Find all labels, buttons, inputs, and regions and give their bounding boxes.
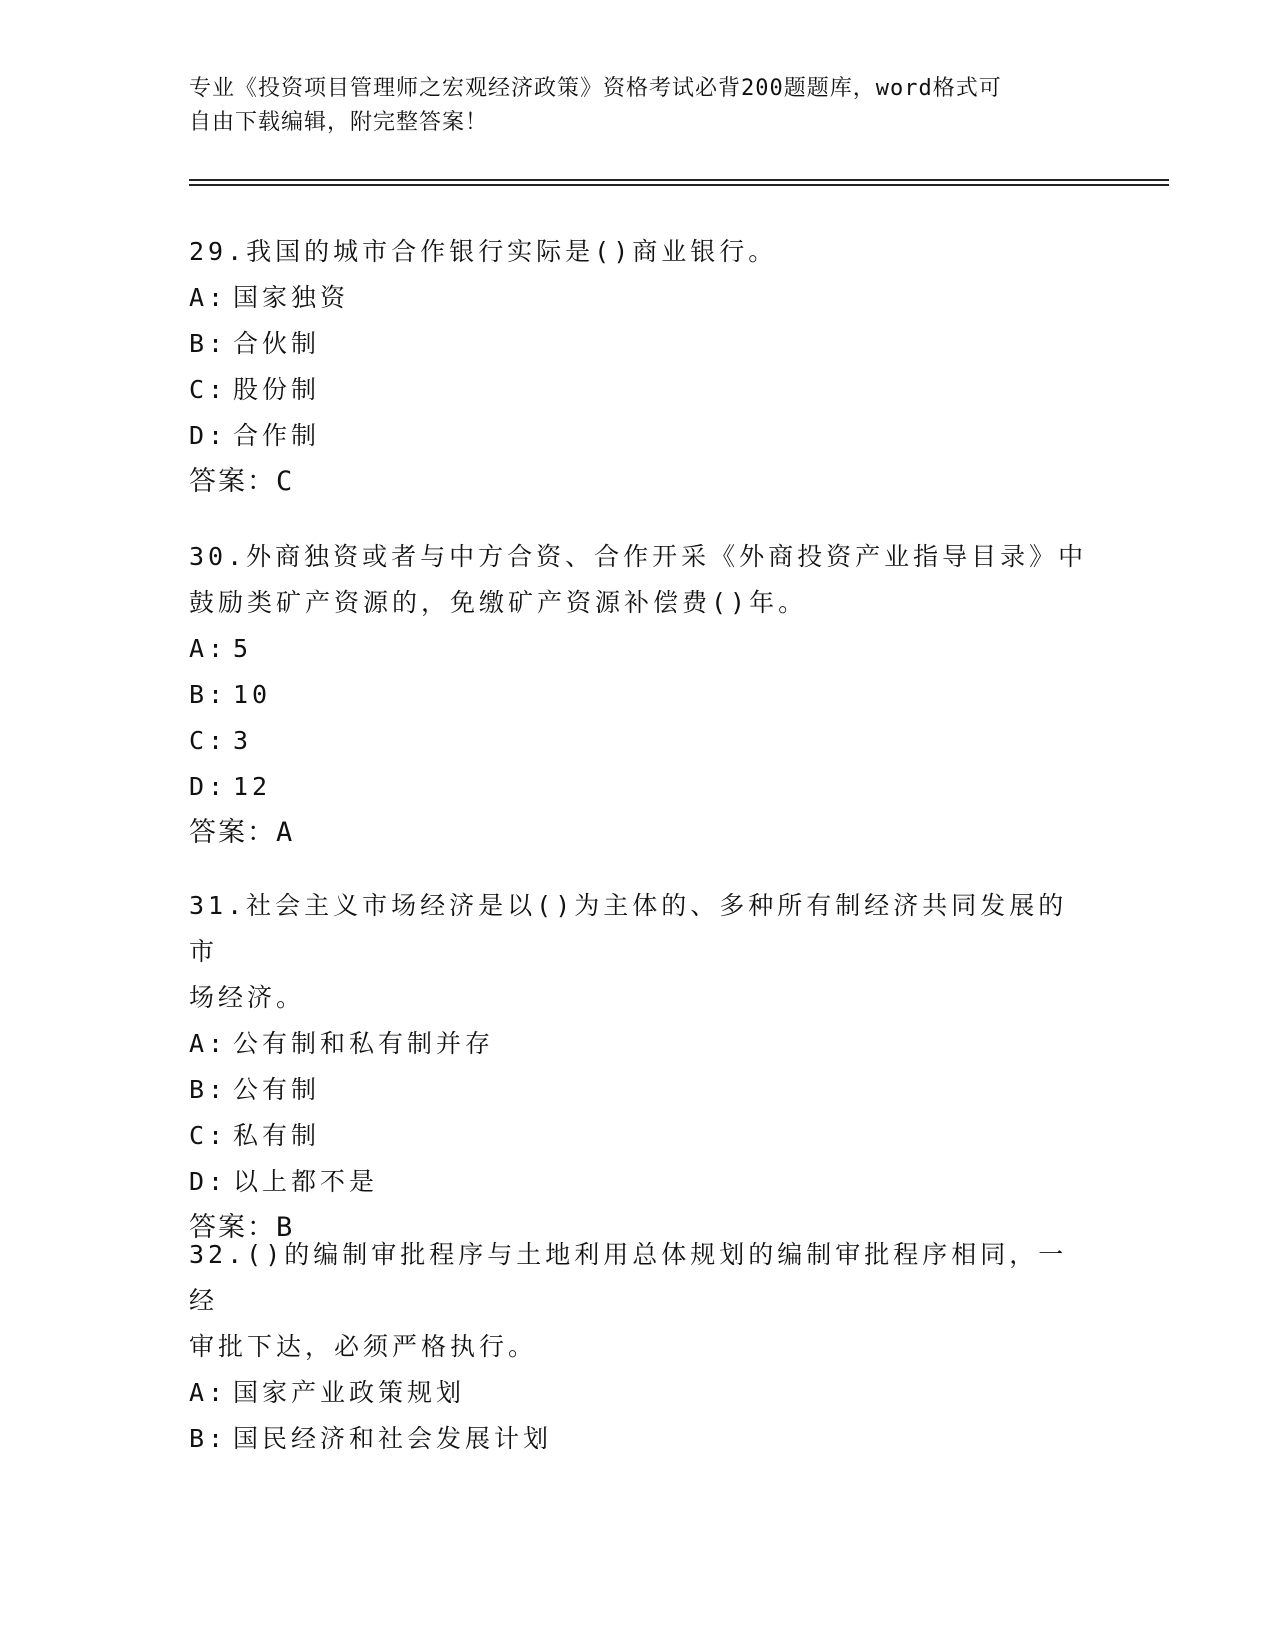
option-letter: C: xyxy=(189,1121,228,1150)
option-b xyxy=(189,321,1089,367)
question-stem xyxy=(189,534,1089,626)
option-text: 12 xyxy=(233,772,272,801)
question-stem xyxy=(189,229,1089,275)
option-c xyxy=(189,718,1089,764)
option-letter: C: xyxy=(189,375,228,404)
option-text: 5 xyxy=(233,634,253,663)
document-header xyxy=(189,72,1089,140)
option-b xyxy=(189,672,1089,718)
option-text: 私有制 xyxy=(233,1121,321,1150)
option-a xyxy=(189,1370,1089,1416)
option-text: 国家独资 xyxy=(233,283,350,312)
question-32 xyxy=(189,1232,1089,1462)
option-text: 10 xyxy=(233,680,272,709)
option-b xyxy=(189,1067,1089,1113)
option-d xyxy=(189,413,1089,459)
option-letter: A: xyxy=(189,283,228,312)
option-letter: A: xyxy=(189,1378,228,1407)
question-stem-line: 鼓励类矿产资源的，免缴矿产资源补偿费()年。 xyxy=(189,588,808,617)
option-letter: D: xyxy=(189,421,228,450)
option-a xyxy=(189,1021,1089,1067)
option-text: 3 xyxy=(233,726,253,755)
question-stem-line: 32.()的编制审批程序与土地利用总体规划的编制审批程序相同，一经 xyxy=(189,1240,1068,1315)
option-c xyxy=(189,1113,1089,1159)
header-divider-bottom xyxy=(189,184,1169,186)
option-text: 国家产业政策规划 xyxy=(233,1378,466,1407)
option-b xyxy=(189,1416,1089,1462)
option-letter: B: xyxy=(189,1424,228,1453)
question-stem-line: 审批下达，必须严格执行。 xyxy=(189,1332,538,1361)
option-letter: D: xyxy=(189,1167,228,1196)
question-stem xyxy=(189,1232,1089,1370)
option-letter: B: xyxy=(189,1075,228,1104)
answer-line: 答案：C xyxy=(189,466,295,497)
option-text: 国民经济和社会发展计划 xyxy=(233,1424,553,1453)
header-divider-top xyxy=(189,179,1169,181)
option-letter: B: xyxy=(189,680,228,709)
option-text: 以上都不是 xyxy=(233,1167,379,1196)
question-stem-line: 31.社会主义市场经济是以()为主体的、多种所有制经济共同发展的市 xyxy=(189,891,1068,966)
question-29 xyxy=(189,229,1089,505)
option-d xyxy=(189,1159,1089,1205)
option-text: 公有制 xyxy=(233,1075,321,1104)
option-text: 合伙制 xyxy=(233,329,321,358)
option-letter: A: xyxy=(189,1029,228,1058)
option-letter: A: xyxy=(189,634,228,663)
option-letter: B: xyxy=(189,329,228,358)
question-stem xyxy=(189,883,1089,1021)
option-d xyxy=(189,764,1089,810)
answer-line: 答案：A xyxy=(189,817,295,848)
question-stem-line: 29.我国的城市合作银行实际是()商业银行。 xyxy=(189,237,778,266)
option-a xyxy=(189,626,1089,672)
question-stem-line: 场经济。 xyxy=(189,983,306,1012)
question-31 xyxy=(189,883,1089,1251)
option-text: 公有制和私有制并存 xyxy=(233,1029,495,1058)
option-letter: D: xyxy=(189,772,228,801)
option-a xyxy=(189,275,1089,321)
header-line-2: 自由下载编辑，附完整答案！ xyxy=(189,110,489,135)
option-c xyxy=(189,367,1089,413)
answer-line: 答案：B xyxy=(189,1212,295,1243)
question-stem-line: 30.外商独资或者与中方合资、合作开采《外商投资产业指导目录》中 xyxy=(189,542,1088,571)
option-letter: C: xyxy=(189,726,228,755)
option-text: 合作制 xyxy=(233,421,321,450)
option-text: 股份制 xyxy=(233,375,321,404)
header-line-1: 专业《投资项目管理师之宏观经济政策》资格考试必背200题题库，word格式可 xyxy=(189,76,1002,101)
question-30 xyxy=(189,534,1089,856)
